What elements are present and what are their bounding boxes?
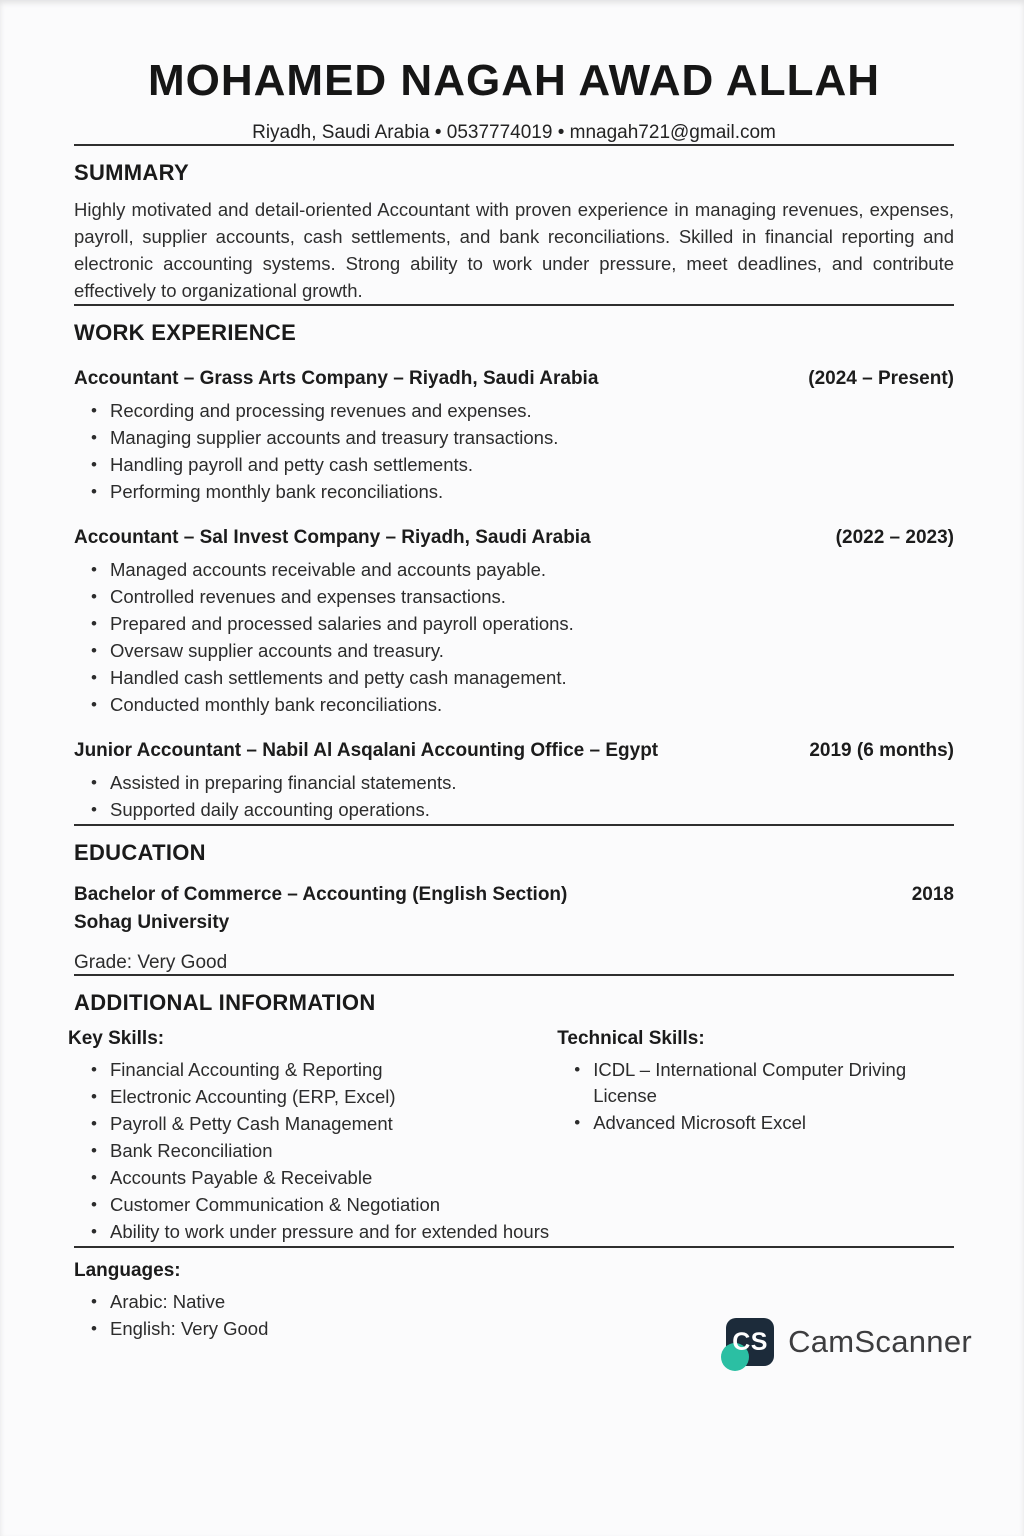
bullet-item: • Supported daily accounting operations. (110, 797, 954, 823)
bullet-item: • Financial Accounting & Reporting (110, 1057, 549, 1083)
section-work-experience (74, 320, 954, 823)
key-skills-column (68, 1028, 550, 1246)
job-title: Junior Accountant – Nabil Al Asqalani Accounting Office – Egypt (74, 740, 659, 761)
summary-text: Highly motivated and detail-oriented Accountant with proven experience in managing revenues, expenses, payroll, supplier accounts, cash settlements, and bank reconciliations. Skilled in financial reporting and electronic accounting systems. Strong ability to work under pressure, meet deadlines, and contribute effectively to organizational growth. (74, 199, 954, 301)
resume-name: MOHAMED NAGAH AWAD ALLAH (147, 56, 881, 105)
job-entry (74, 527, 954, 718)
additional-information-heading: ADDITIONAL INFORMATION (74, 990, 376, 1015)
camscanner-watermark (726, 1318, 972, 1366)
bullet-item: • Controlled revenues and expenses transactions. (110, 584, 954, 610)
job-entry (74, 368, 954, 505)
education-degree: Bachelor of Commerce – Accounting (English Section) (74, 884, 568, 905)
section-divider (74, 974, 954, 976)
bullet-item: • Handling payroll and petty cash settlements. (110, 452, 954, 478)
job-entry (74, 740, 954, 823)
section-divider (74, 144, 954, 146)
bullet-item: • Conducted monthly bank reconciliations. (110, 692, 954, 718)
section-additional-information (68, 990, 954, 1246)
section-education (74, 840, 954, 974)
job-header (74, 740, 954, 762)
work-experience-heading: WORK EXPERIENCE (74, 320, 297, 345)
technical-skills-list (557, 1057, 954, 1136)
bullet-item: • Electronic Accounting (ERP, Excel) (110, 1084, 549, 1110)
bullet-item: • ICDL – International Computer Driving License (593, 1057, 954, 1109)
bullet-item: • Accounts Payable & Receivable (110, 1165, 549, 1191)
bullet-item: • Oversaw supplier accounts and treasury. (110, 638, 954, 664)
bullet-item: • English: Very Good (110, 1316, 954, 1342)
bullet-item: • Customer Communication & Negotiation (110, 1192, 549, 1218)
bullet-item: • Payroll & Petty Cash Management (110, 1111, 549, 1137)
bullet-item: • Performing monthly bank reconciliations. (110, 479, 954, 505)
job-bullet-list (74, 398, 954, 505)
section-divider (74, 304, 954, 306)
bullet-item: • Handled cash settlements and petty cash management. (110, 665, 954, 691)
section-divider (74, 1246, 954, 1248)
camscanner-logo-text: CS (732, 1327, 768, 1356)
education-degree-row (74, 884, 954, 906)
bullet-item: • Managed accounts receivable and accounts payable. (110, 557, 954, 583)
education-heading: EDUCATION (74, 840, 206, 865)
languages-label: Languages: (74, 1260, 181, 1281)
key-skills-list (74, 1057, 549, 1245)
job-title: Accountant – Grass Arts Company – Riyadh, Saudi Arabia (74, 368, 599, 389)
camscanner-logo-icon (726, 1318, 774, 1366)
job-bullet-list (74, 557, 954, 718)
job-header (74, 368, 954, 390)
technical-skills-label: Technical Skills: (557, 1028, 705, 1049)
education-year: 2018 (911, 884, 954, 905)
job-title: Accountant – Sal Invest Company – Riyadh, Saudi Arabia (74, 527, 591, 548)
bullet-item: • Arabic: Native (110, 1289, 954, 1315)
bullet-item: • Advanced Microsoft Excel (593, 1110, 954, 1136)
bullet-item: • Prepared and processed salaries and payroll operations. (110, 611, 954, 637)
job-header (74, 527, 954, 549)
technical-skills-column (549, 1028, 954, 1246)
bullet-item: • Ability to work under pressure and for extended hours (110, 1219, 549, 1245)
contact-line: Riyadh, Saudi Arabia • 0537774019 • mnagah721@gmail.com (252, 122, 776, 143)
bullet-item: • Assisted in preparing financial statements. (110, 770, 954, 796)
bullet-item: • Recording and processing revenues and expenses. (110, 398, 954, 424)
job-dates: (2022 – 2023) (835, 527, 954, 548)
resume-header (74, 0, 954, 144)
camscanner-brand: CamScanner (788, 1324, 972, 1359)
education-school: Sohag University (74, 912, 230, 933)
section-summary (74, 160, 954, 304)
bullet-item: • Bank Reconciliation (110, 1138, 549, 1164)
bullet-item: • Managing supplier accounts and treasury transactions. (110, 425, 954, 451)
job-dates: (2024 – Present) (808, 368, 954, 389)
section-divider (74, 824, 954, 826)
education-grade: Grade: Very Good (74, 952, 228, 973)
job-bullet-list (74, 770, 954, 823)
key-skills-label: Key Skills: (68, 1028, 165, 1049)
job-dates: 2019 (6 months) (809, 740, 954, 761)
additional-columns (68, 1028, 954, 1246)
summary-heading: SUMMARY (74, 160, 189, 185)
